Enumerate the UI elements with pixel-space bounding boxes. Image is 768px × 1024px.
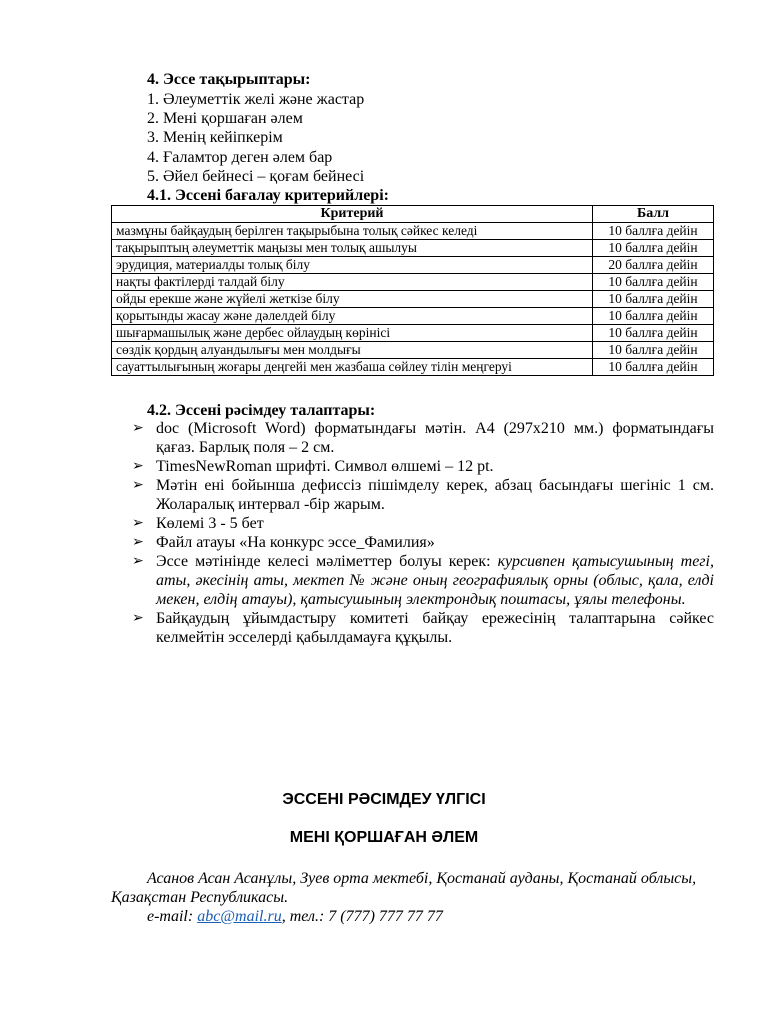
arrow-bullet-icon: ➢ [132, 535, 144, 550]
requirement-text: Байқаудың ұйымдастыру комитеті байқау ережесінің талаптарына сәйкес келмейтін эсселерді қабылдамауға құқылы. [156, 610, 714, 646]
requirement-text: Файл атауы «На конкурс эссе_Фамилия» [156, 534, 435, 551]
table-row [112, 223, 714, 240]
table-row [112, 257, 714, 274]
email-link[interactable]: abc@mail.ru [197, 908, 282, 925]
contact-line [147, 907, 443, 926]
list-item [132, 514, 714, 533]
list-item [132, 609, 714, 647]
criterion-cell: сөздік қордың алуандылығы мен молдығы [112, 342, 593, 359]
topic-item: 2. Мені қоршаған әлем [147, 110, 303, 127]
table-row [112, 342, 714, 359]
criteria-heading: 4.1. Эссені бағалау критерийлері: [147, 187, 389, 204]
arrow-bullet-icon: ➢ [132, 611, 144, 626]
table-header-row [112, 206, 714, 223]
list-item [132, 419, 714, 457]
arrow-bullet-icon: ➢ [132, 459, 144, 474]
table-row [112, 240, 714, 257]
requirement-text: Көлемі 3 - 5 бет [156, 515, 264, 532]
requirements-heading: 4.2. Эссені рәсімдеу талаптары: [147, 402, 376, 419]
sample-title: МЕНІ ҚОРШАҒАН ӘЛЕМ [289, 829, 479, 846]
score-cell: 10 баллға дейін [593, 274, 714, 291]
score-cell: 20 баллға дейін [593, 257, 714, 274]
requirements-list [132, 419, 714, 647]
score-cell: 10 баллға дейін [593, 308, 714, 325]
list-item [132, 533, 714, 552]
topics-heading: 4. Эссе тақырыптары: [147, 71, 311, 88]
score-cell: 10 баллға дейін [593, 342, 714, 359]
score-cell: 10 баллға дейін [593, 223, 714, 240]
sample-heading: ЭССЕНІ РӘСІМДЕУ ҮЛГІСІ [282, 791, 486, 808]
topic-item: 1. Әлеуметтік желі және жастар [147, 91, 365, 108]
criterion-cell: нақты фактілерді талдай білу [112, 274, 593, 291]
topic-item: 3. Менің кейіпкерім [147, 129, 283, 146]
criterion-cell: сауаттылығының жоғары деңгейі мен жазбаша сөйлеу тілін меңгеруі [112, 359, 593, 376]
list-item [132, 476, 714, 514]
requirement-text: Мәтін ені бойынша дефиссіз пішімделу керек, абзац басындағы шегініс 1 см. Жоларалық интервал -бір жарым. [156, 477, 714, 513]
list-item [132, 457, 714, 476]
criteria-table [111, 205, 714, 376]
criterion-cell: шығармашылық және дербес ойлаудың көрінісі [112, 325, 593, 342]
criterion-cell: ойды ерекше және жүйелі жеткізе білу [112, 291, 593, 308]
score-cell: 10 баллға дейін [593, 291, 714, 308]
arrow-bullet-icon: ➢ [132, 478, 144, 493]
score-cell: 10 баллға дейін [593, 325, 714, 342]
email-prefix: e-mail: [147, 908, 198, 925]
criterion-cell: қорытынды жасау және дәлелдей білу [112, 308, 593, 325]
arrow-bullet-icon: ➢ [132, 554, 144, 569]
arrow-bullet-icon: ➢ [132, 421, 144, 436]
requirement-italic-text: курсивпен қатысушының тегі, аты, әкесінің аты, мектеп № және оның географиялық орны (облыс, қала, елді мекен, елдің атауы), қатысушының электрондық поштасы, ұялы телефоны. [156, 553, 714, 608]
list-item [132, 552, 714, 609]
requirement-text: TimesNewRoman шрифті. Символ өлшемі – 12 pt. [156, 458, 494, 475]
column-header-criterion: Критерий [112, 206, 593, 223]
requirement-text: doc (Microsoft Word) форматындағы мәтін. А4 (297х210 мм.) форматындағы қағаз. Барлық поля – 2 см. [156, 420, 714, 456]
criterion-cell: тақырыптың әлеуметтік маңызы мен толық ашылуы [112, 240, 593, 257]
table-row [112, 274, 714, 291]
criterion-cell: эрудиция, материалды толық білу [112, 257, 593, 274]
score-cell: 10 баллға дейін [593, 359, 714, 376]
column-header-score: Балл [593, 206, 714, 223]
criterion-cell: мазмұны байқаудың берілген тақырыбына толық сәйкес келеді [112, 223, 593, 240]
sample-author: Асанов Асан Асанұлы, Зуев орта мектебі, Қостанай ауданы, Қостанай облысы, Қазақстан Республикасы. [111, 870, 697, 906]
topic-item: 4. Ғаламтор деген әлем бар [147, 149, 333, 166]
table-row [112, 325, 714, 342]
requirement-text: Эссе мәтінінде келесі мәліметтер болуы керек: [156, 553, 498, 570]
arrow-bullet-icon: ➢ [132, 516, 144, 531]
table-row [112, 291, 714, 308]
table-row [112, 308, 714, 325]
table-row [112, 359, 714, 376]
score-cell: 10 баллға дейін [593, 240, 714, 257]
topic-item: 5. Әйел бейнесі – қоғам бейнесі [147, 168, 365, 185]
phone-text: , тел.: 7 (777) 777 77 77 [281, 908, 443, 925]
